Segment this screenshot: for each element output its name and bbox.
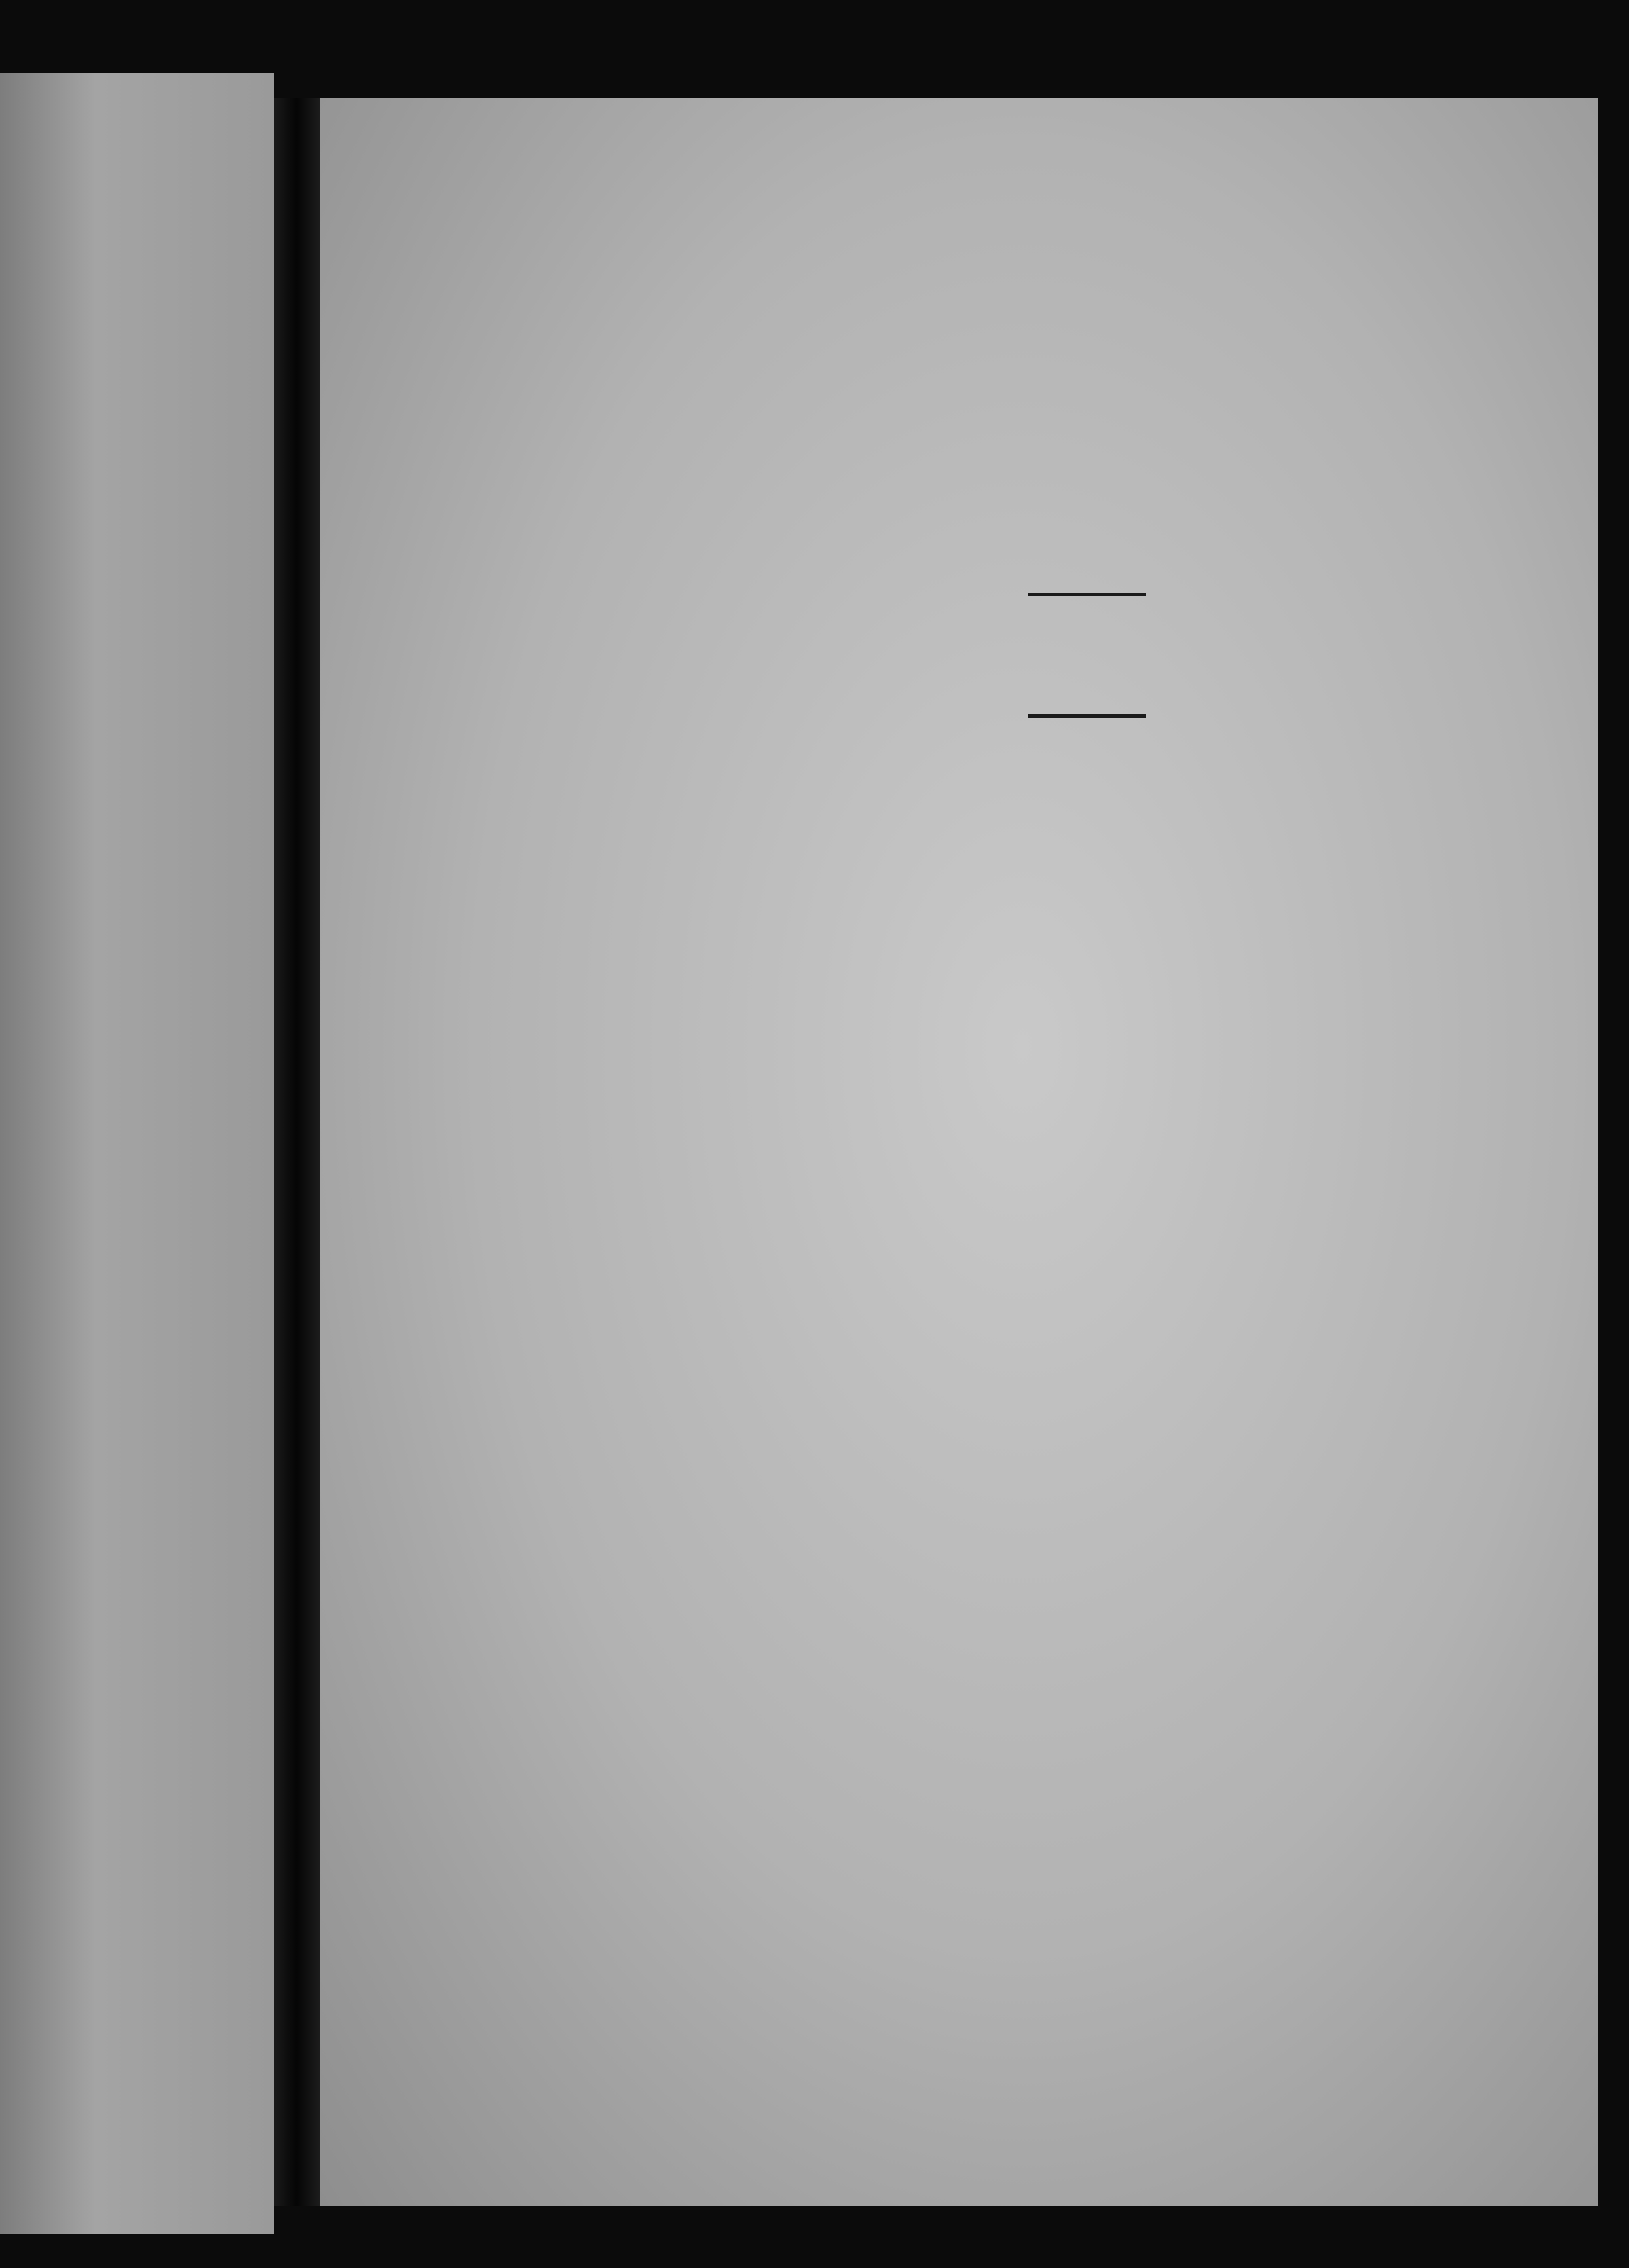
previous-page-fragment [0,73,274,2234]
book-spine [274,98,320,2206]
note-rule [1028,714,1146,718]
contents-page [320,98,1598,2206]
title-rule [1028,593,1146,596]
